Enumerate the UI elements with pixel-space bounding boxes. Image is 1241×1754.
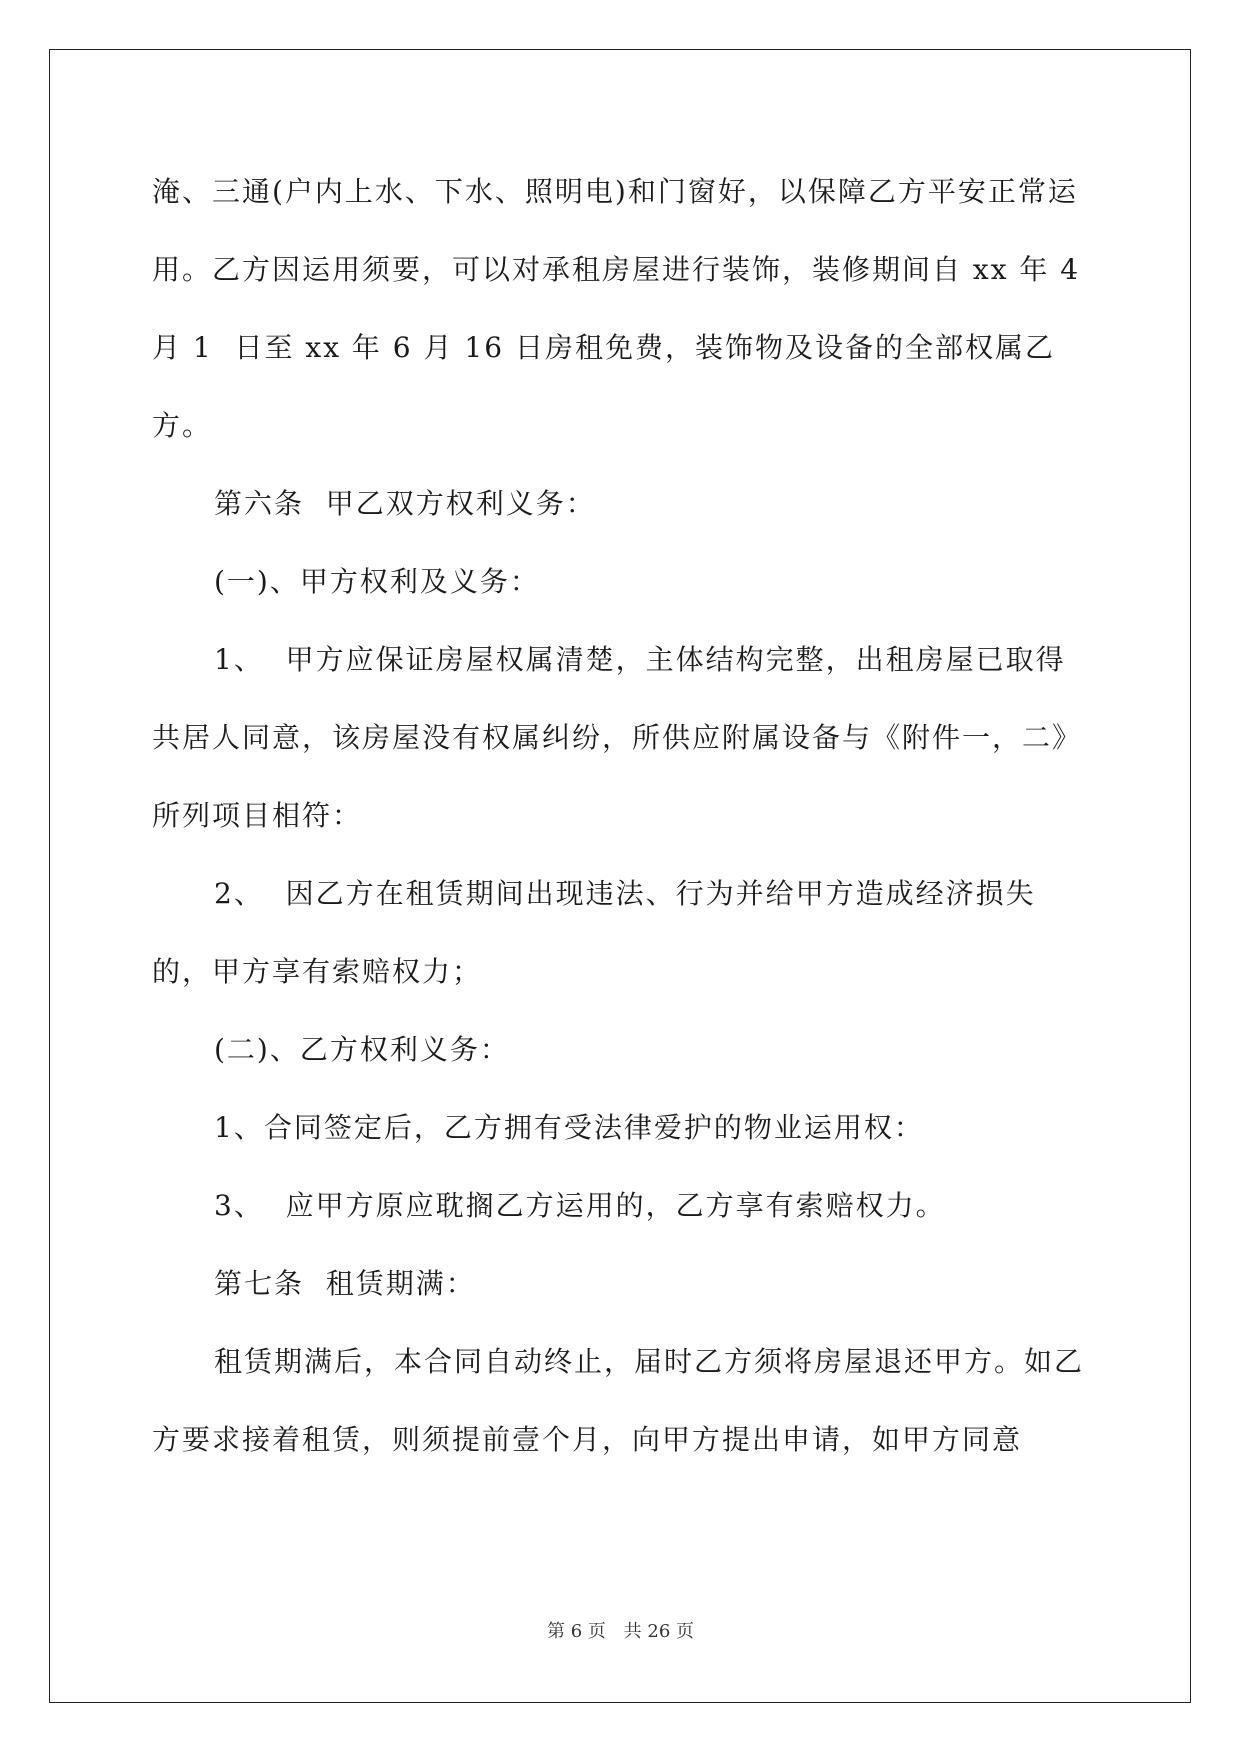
paragraph-1: 淹、三通(户内上水、下水、照明电)和门窗好，以保障乙方平安正常运用。乙方因运用须要，可以对承租房屋进行装饰，装修期间自 xx 年 4 月 1 日至 xx 年 6 月 16 日房租免费，装饰物及设备的全部权属乙方。 — [152, 175, 1092, 442]
page-number: 第 6 页 — [547, 1621, 606, 1642]
page-total: 共 26 页 — [623, 1621, 694, 1642]
article-6-heading: 第六条 甲乙双方权利义务： — [214, 487, 596, 520]
section-party-b-heading: (二)、乙方权利义务： — [214, 1033, 510, 1066]
document-body — [152, 153, 1092, 1479]
party-a-clause-2: 2、 因乙方在租赁期间出现违法、行为并给甲方造成经济损失的，甲方享有索赔权力； — [152, 877, 1036, 988]
article-7-heading: 第七条 租赁期满： — [214, 1267, 476, 1300]
party-b-clause-3: 3、 应甲方原应耽搁乙方运用的，乙方享有索赔权力。 — [214, 1189, 946, 1222]
section-party-a-heading: (一)、甲方权利及义务： — [214, 565, 540, 598]
party-a-clause-1: 1、 甲方应保证房屋权属清楚，主体结构完整，出租房屋已取得共居人同意，该房屋没有权属纠纷，所供应附属设备与《附件一，二》所列项目相符： — [152, 643, 1083, 832]
party-b-clause-1: 1、合同签定后，乙方拥有受法律爱护的物业运用权： — [214, 1111, 924, 1144]
article-7-text: 租赁期满后，本合同自动终止，届时乙方须将房屋退还甲方。如乙方要求接着租赁，则须提前壹个月，向甲方提出申请，如甲方同意 — [152, 1345, 1085, 1456]
page-footer — [0, 1617, 1241, 1643]
